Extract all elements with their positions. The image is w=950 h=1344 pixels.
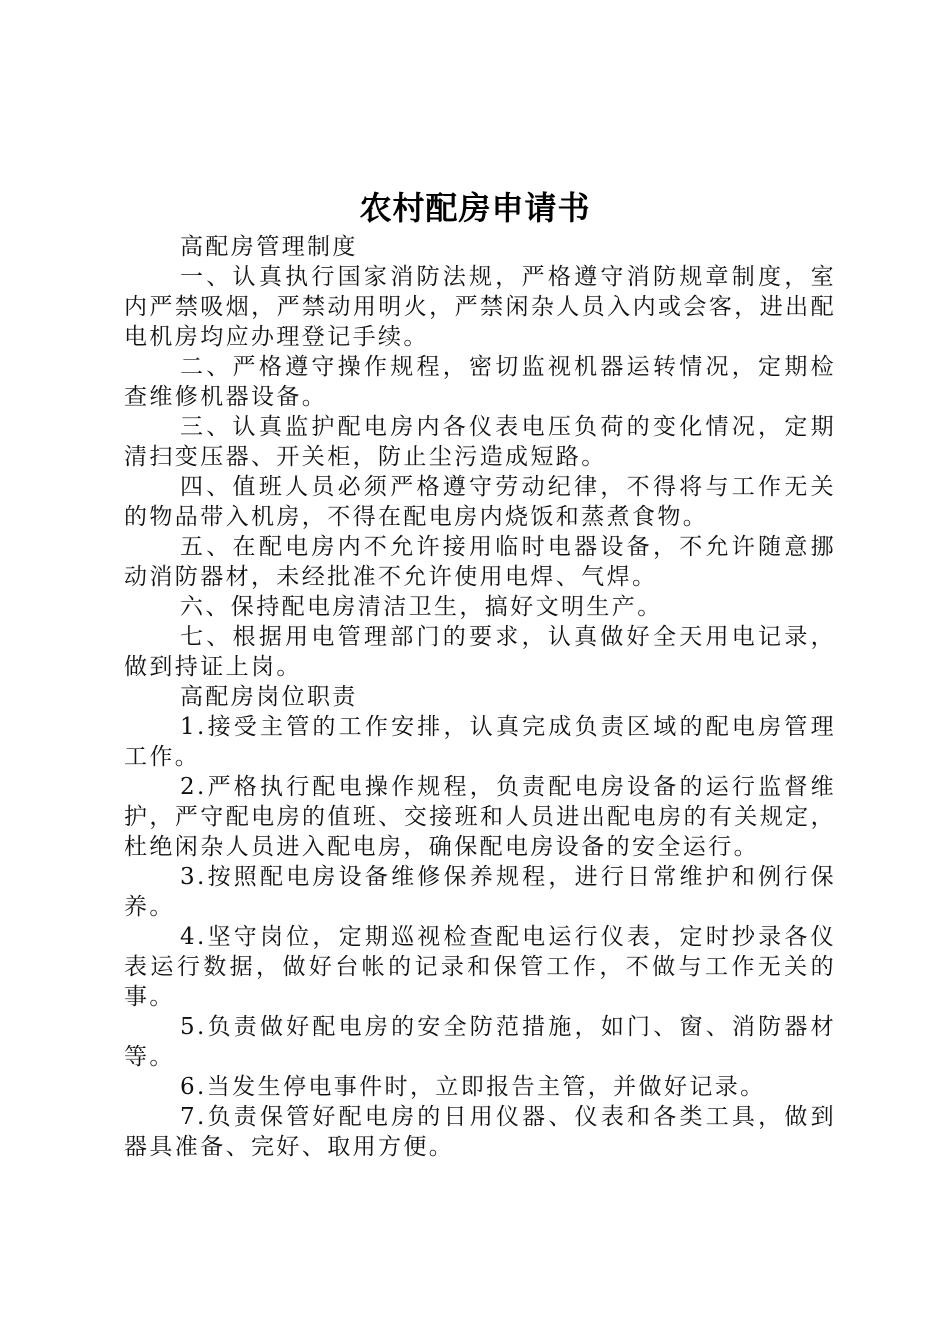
section-heading-job-duties: 高配房岗位职责 [180, 684, 358, 710]
duty-paragraph-4: 4.坚守岗位，定期巡视检查配电运行仪表，定时抄录各仪表运行数据，做好台帐的记录和保管工作，不做与工作无关的事。 [124, 924, 836, 1010]
section-heading-management-rules: 高配房管理制度 [180, 234, 358, 260]
duty-paragraph-6: 6.当发生停电事件时，立即报告主管，并做好记录。 [180, 1074, 766, 1100]
document-body [124, 232, 836, 1162]
rule-paragraph-1: 一、认真执行国家消防法规，严格遵守消防规章制度，室内严禁吸烟，严禁动用明火，严禁闲杂人员入内或会客，进出配电机房均应办理登记手续。 [124, 264, 836, 350]
rule-paragraph-2: 二、严格遵守操作规程，密切监视机器运转情况，定期检查维修机器设备。 [124, 354, 836, 410]
document-title: 农村配房申请书 [359, 189, 591, 227]
duty-paragraph-5: 5.负责做好配电房的安全防范措施，如门、窗、消防器材等。 [124, 1014, 836, 1070]
rule-paragraph-4: 四、值班人员必须严格遵守劳动纪律，不得将与工作无关的物品带入机房，不得在配电房内烧饭和蒸煮食物。 [124, 474, 836, 530]
rule-paragraph-5: 五、在配电房内不允许接用临时电器设备，不允许随意挪动消防器材，未经批准不允许使用电焊、气焊。 [124, 534, 836, 590]
rule-paragraph-7: 七、根据用电管理部门的要求，认真做好全天用电记录，做到持证上岗。 [124, 624, 836, 680]
duty-paragraph-7: 7.负责保管好配电房的日用仪器、仪表和各类工具，做到器具准备、完好、取用方便。 [124, 1104, 836, 1160]
rule-paragraph-6: 六、保持配电房清洁卫生，搞好文明生产。 [180, 594, 663, 620]
duty-paragraph-3: 3.按照配电房设备维修保养规程，进行日常维护和例行保养。 [124, 864, 836, 920]
rule-paragraph-3: 三、认真监护配电房内各仪表电压负荷的变化情况，定期清扫变压器、开关柜，防止尘污造成短路。 [124, 414, 836, 470]
duty-paragraph-2: 2.严格执行配电操作规程，负责配电房设备的运行监督维护，严守配电房的值班、交接班和人员进出配电房的有关规定，杜绝闲杂人员进入配电房，确保配电房设备的安全运行。 [124, 774, 836, 860]
duty-paragraph-1: 1.接受主管的工作安排，认真完成负责区域的配电房管理工作。 [124, 714, 836, 770]
